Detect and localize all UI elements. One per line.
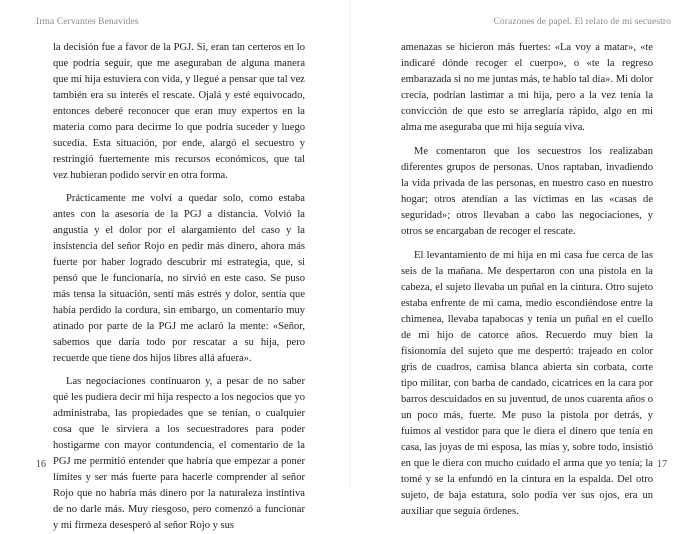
right-paragraph-3: El levantamiento de mi hija en mi casa fue cerca de las seis de la mañana. Me despertaron con una pistola en la cabeza, el sujeto llevaba un puñal en la cintura. Otro sujeto estaba enfrente de mi cama, medio escondiéndose entre la chimenea, llevaba tapabocas y tenía un puñal en el cuello de mi hijo de catorce años. Recuerdo muy bien la fisionomía del sujeto que me despertó: trajeado en color gris de cuadros, camisa blanca abierta sin corbata, corte tipo militar, con barba de candado, cicatrices en la cara por barros descuidados en su juventud, de unos cuarenta años o un poco más, fuerte. Me puso la pistola por detrás, y fuimos al vestidor para que le diera el dinero que tenía en casa, las joyas de mi esposa, las mías y, sobre todo, insistió en que le diera con mucho cuidado el arma que yo tenía; la tomé y se la enfundó en la cintura en la espalda. Del otro sujeto, de baja estatura, solo podía ver sus ojos, era un auxiliar que seguía órdenes.: [401, 250, 653, 517]
left-paragraph-2: Prácticamente me volví a quedar solo, como estaba antes con la asesoría de la PGJ a distancia. Volvió la angustia y el dolor por el alargamiento del caso y la insistencia del señor Rojo en pedir más dinero, ahora más fuerte por haber logrado descubrir mi estrategia, que, si pensó que le funcionaría, no sirvió en este caso. Se puso más tensa la situación, sentí más estrés y dolor, sentía que había perdido la cordura, sin embargo, un comentario muy atinado por parte de la PGJ me aclaró la mente: «Señor, sabemos que daría todo por rescatar a su hija, pero recuerde que tiene dos hijos libres allá afuera».: [53, 193, 305, 364]
right-paragraph-2: Me comentaron que los secuestros los realizaban diferentes grupos de personas. Unos raptaban, invadiendo la vida privada de las personas, en nuestro caso en nuestro hogar; otros atendían a las víctimas en las «casas de seguridad»; otros llevaban a cabo las negociaciones, y otros se encargaban de recoger el rescate.: [401, 146, 653, 237]
left-page: [0, 0, 350, 531]
left-running-head: Irma Cervantes Benavides: [36, 17, 139, 27]
left-page-body: [53, 40, 305, 534]
right-running-head: Corazones de papel. El relato de mi secuestro: [493, 17, 671, 27]
right-paragraph-1: amenazas se hicieron más fuertes: «La voy a matar», «te indicaré dónde recoger el cuerpo», o «te la regreso embarazada si no me juntas más, te hablo tal día». Mi dolor crecía, podrían lastimar a mi hija, pero a la vez tenía la convicción de que esto se arreglaría rápido, algo en mi alma me aseguraba que mi hija seguía viva.: [401, 42, 653, 133]
right-page: [350, 0, 700, 517]
right-page-number: 17: [657, 459, 667, 470]
right-page-body: [401, 40, 653, 520]
left-page-number: 16: [36, 459, 46, 470]
left-paragraph-1: la decisión fue a favor de la PGJ. Si, eran tan certeros en lo que podría seguir, que me aseguraban de alguna manera que mi hija estuviera con vida, y llegué a pensar que tal vez también era su interés el rescate. Ojalá y esté equivocado, entonces deberé reconocer que eran muy expertos en la materia como para decirme lo que podría suceder y luego sucedía. Esta situación, por ende, alargó el secuestro y restringió fuertemente mis recursos económicos, que tal vez hubieran podido servir en otra forma.: [53, 42, 305, 181]
left-paragraph-3: Las negociaciones continuaron y, a pesar de no saber qué les pudiera decir mi hija respecto a los negocios que yo administraba, las propiedades que se tenían, o cualquier cosa que le sirviera a los secuestradores para poder hostigarme con mayor contundencia, el comentario de la PGJ me permitió entender que habría que empezar a poner límites y ser más fuerte para hacerle comprender al señor Rojo que no habría más dinero por la naturaleza instintiva de no darle más. Muy riesgoso, pero comenzó a funcionar y mi firmeza desesperó al señor Rojo y sus: [53, 376, 305, 531]
